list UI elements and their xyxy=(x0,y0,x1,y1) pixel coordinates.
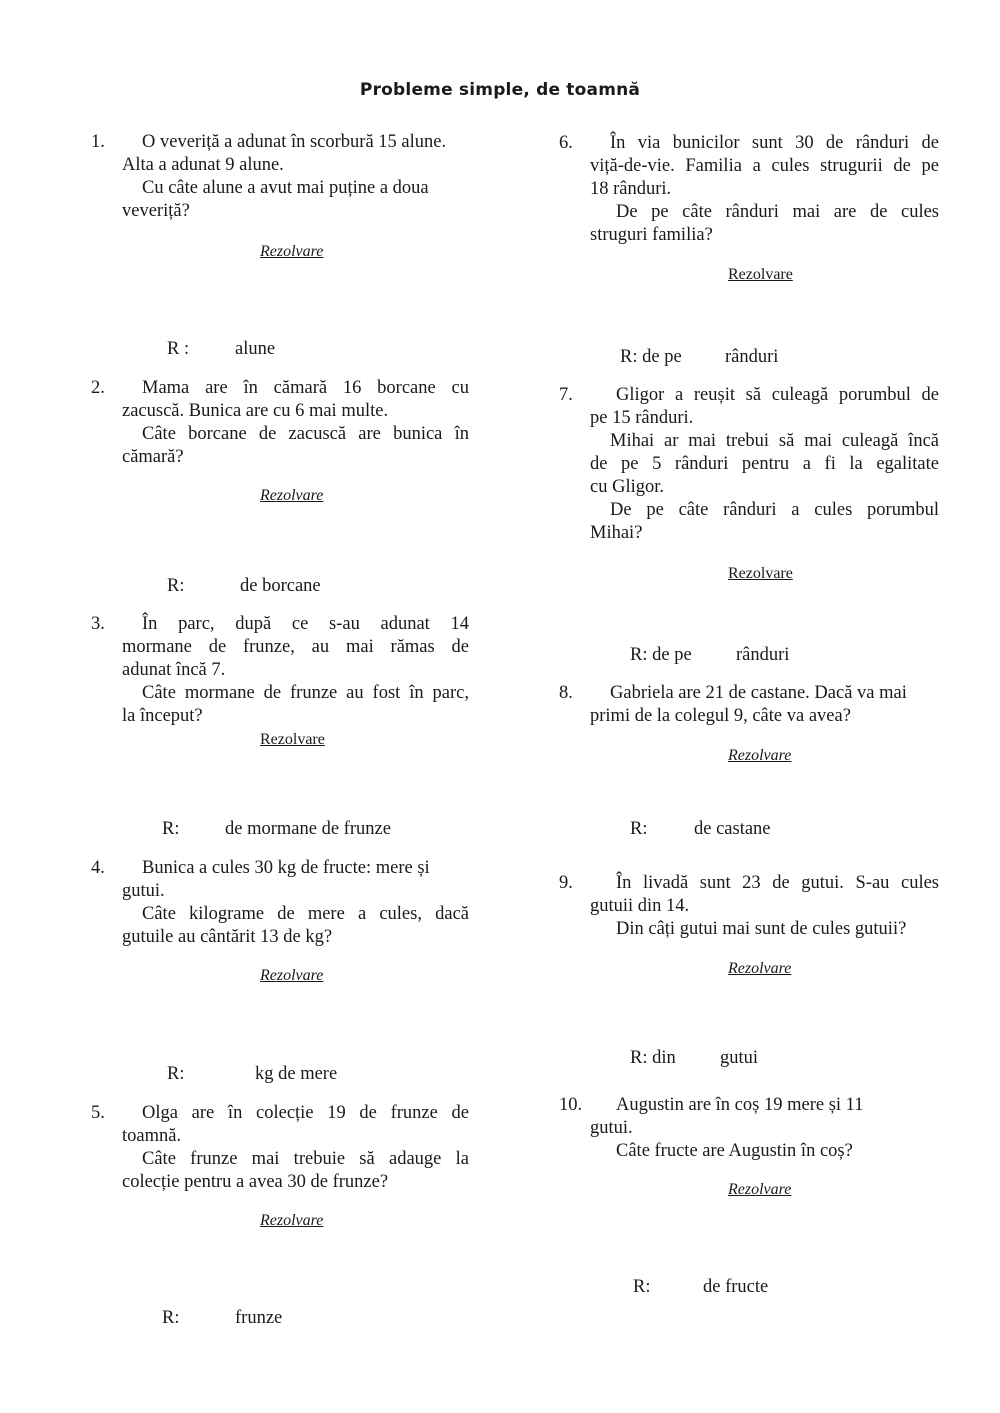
problem-number: 9. xyxy=(559,873,573,893)
problem-text-line: Câte borcane de zacuscă are bunica în xyxy=(142,424,469,444)
problem-text-line: cămară? xyxy=(122,447,184,467)
problem-text-line: gutuii din 14. xyxy=(590,896,690,916)
answer-unit: de fructe xyxy=(703,1277,769,1297)
answer-prefix: R: xyxy=(167,1064,185,1084)
resolve-link[interactable]: Rezolvare xyxy=(728,1181,792,1198)
answer-unit: de mormane de frunze xyxy=(225,819,391,839)
answer-unit: rânduri xyxy=(725,347,779,367)
answer-prefix: R: xyxy=(167,576,185,596)
problem-text-line: viță-de-vie. Familia a cules strugurii de pe xyxy=(590,156,939,176)
problem-text-line: Câte mormane de frunze au fost în parc, xyxy=(142,683,469,703)
answer-input[interactable] xyxy=(195,336,233,360)
problem-text-line: În via bunicilor sunt 30 de rânduri de xyxy=(610,133,939,153)
problem-text-line: veveriță? xyxy=(122,201,190,221)
problem-text-line: Augustin are în coș 19 mere și 11 xyxy=(616,1095,864,1115)
answer-input[interactable] xyxy=(690,344,728,368)
problem-number: 4. xyxy=(91,858,105,878)
problem-text-line: Mihai ar mai trebui să mai culeagă încă xyxy=(610,431,939,451)
problem-text-line: Alta a adunat 9 alune. xyxy=(122,155,284,175)
answer-prefix: R: xyxy=(630,819,648,839)
problem-text-line: Câte kilograme de mere a cules, dacă xyxy=(142,904,469,924)
problem-text-line: De pe câte rânduri a cules porumbul xyxy=(610,500,939,520)
problem-text-line: Mama are în cămară 16 borcane cu xyxy=(142,378,469,398)
problem-text-line: O veveriță a adunat în scorbură 15 alune. xyxy=(142,132,447,152)
resolve-link[interactable]: Rezolvare xyxy=(260,487,324,504)
worksheet-title: Probleme simple, de toamnă xyxy=(359,80,641,100)
answer-prefix: R: din xyxy=(630,1048,676,1068)
problem-number: 1. xyxy=(91,132,105,152)
resolve-link[interactable]: Rezolvare xyxy=(260,967,324,984)
problem-number: 3. xyxy=(91,614,105,634)
problem-text-line: De pe câte rânduri mai are de cules xyxy=(616,202,939,222)
problem-text-line: de pe 5 rânduri pentru a fi la egalitate xyxy=(590,454,939,474)
answer-input[interactable] xyxy=(659,1274,697,1298)
problem-text-line: 18 rânduri. xyxy=(590,179,672,199)
answer-prefix: R: xyxy=(162,1308,180,1328)
problem-number: 6. xyxy=(559,133,573,153)
problem-text-line: Olga are în colecție 19 de frunze de xyxy=(142,1103,469,1123)
problem-text-line: Gligor a reușit să culeagă porumbul de xyxy=(616,385,939,405)
problem-number: 5. xyxy=(91,1103,105,1123)
problem-number: 7. xyxy=(559,385,573,405)
problem-text-line: În livadă sunt 23 de gutui. S-au cules xyxy=(616,873,939,893)
problem-number: 10. xyxy=(559,1095,583,1115)
answer-input[interactable] xyxy=(656,816,694,840)
answer-prefix: R: de pe xyxy=(630,645,692,665)
resolve-link[interactable]: Rezolvare xyxy=(728,960,792,977)
answer-unit: de borcane xyxy=(240,576,321,596)
resolve-link[interactable]: Rezolvare xyxy=(260,731,325,748)
answer-input[interactable] xyxy=(188,1305,226,1329)
problem-text-line: cu Gligor. xyxy=(590,477,664,497)
answer-unit: de castane xyxy=(694,819,771,839)
answer-input[interactable] xyxy=(195,573,233,597)
problem-text-line: colecție pentru a avea 30 de frunze? xyxy=(122,1172,389,1192)
answer-input[interactable] xyxy=(700,642,738,666)
answer-input[interactable] xyxy=(682,1045,720,1069)
problem-text-line: gutuile au cântărit 13 de kg? xyxy=(122,927,333,947)
problem-text-line: gutui. xyxy=(590,1118,633,1138)
problem-text-line: gutui. xyxy=(122,881,165,901)
answer-unit: rânduri xyxy=(736,645,790,665)
resolve-link[interactable]: Rezolvare xyxy=(728,565,793,582)
resolve-link[interactable]: Rezolvare xyxy=(260,1212,324,1229)
problem-text-line: struguri familia? xyxy=(590,225,713,245)
problem-text-line: la început? xyxy=(122,706,203,726)
answer-prefix: R: de pe xyxy=(620,347,682,367)
problem-text-line: Câte frunze mai trebuie să adauge la xyxy=(142,1149,469,1169)
problem-text-line: Din câți gutui mai sunt de cules gutuii? xyxy=(616,919,907,939)
answer-input[interactable] xyxy=(197,1061,235,1085)
problem-text-line: adunat încă 7. xyxy=(122,660,226,680)
problem-text-line: primi de la colegul 9, câte va avea? xyxy=(590,706,851,726)
answer-prefix: R : xyxy=(167,339,190,359)
problem-text-line: mormane de frunze, au mai rămas de xyxy=(122,637,469,657)
problem-text-line: toamnă. xyxy=(122,1126,182,1146)
answer-unit: alune xyxy=(235,339,276,359)
answer-prefix: R: xyxy=(633,1277,651,1297)
resolve-link[interactable]: Rezolvare xyxy=(728,266,793,283)
problem-text-line: În parc, după ce s-au adunat 14 xyxy=(142,614,469,634)
problem-text-line: zacuscă. Bunica are cu 6 mai multe. xyxy=(122,401,389,421)
problem-number: 2. xyxy=(91,378,105,398)
answer-unit: frunze xyxy=(235,1308,283,1328)
answer-prefix: R: xyxy=(162,819,180,839)
problem-text-line: Cu câte alune a avut mai puține a doua xyxy=(142,178,429,198)
problem-text-line: Câte fructe are Augustin în coș? xyxy=(616,1141,853,1161)
resolve-link[interactable]: Rezolvare xyxy=(260,243,324,260)
problem-number: 8. xyxy=(559,683,573,703)
resolve-link[interactable]: Rezolvare xyxy=(728,747,792,764)
problem-text-line: Bunica a cules 30 kg de fructe: mere și xyxy=(142,858,430,878)
problem-text-line: Gabriela are 21 de castane. Dacă va mai xyxy=(610,683,907,703)
answer-unit: kg de mere xyxy=(255,1064,338,1084)
answer-unit: gutui xyxy=(720,1048,759,1068)
problem-text-line: Mihai? xyxy=(590,523,643,543)
problem-text-line: pe 15 rânduri. xyxy=(590,408,694,428)
answer-input[interactable] xyxy=(188,816,226,840)
